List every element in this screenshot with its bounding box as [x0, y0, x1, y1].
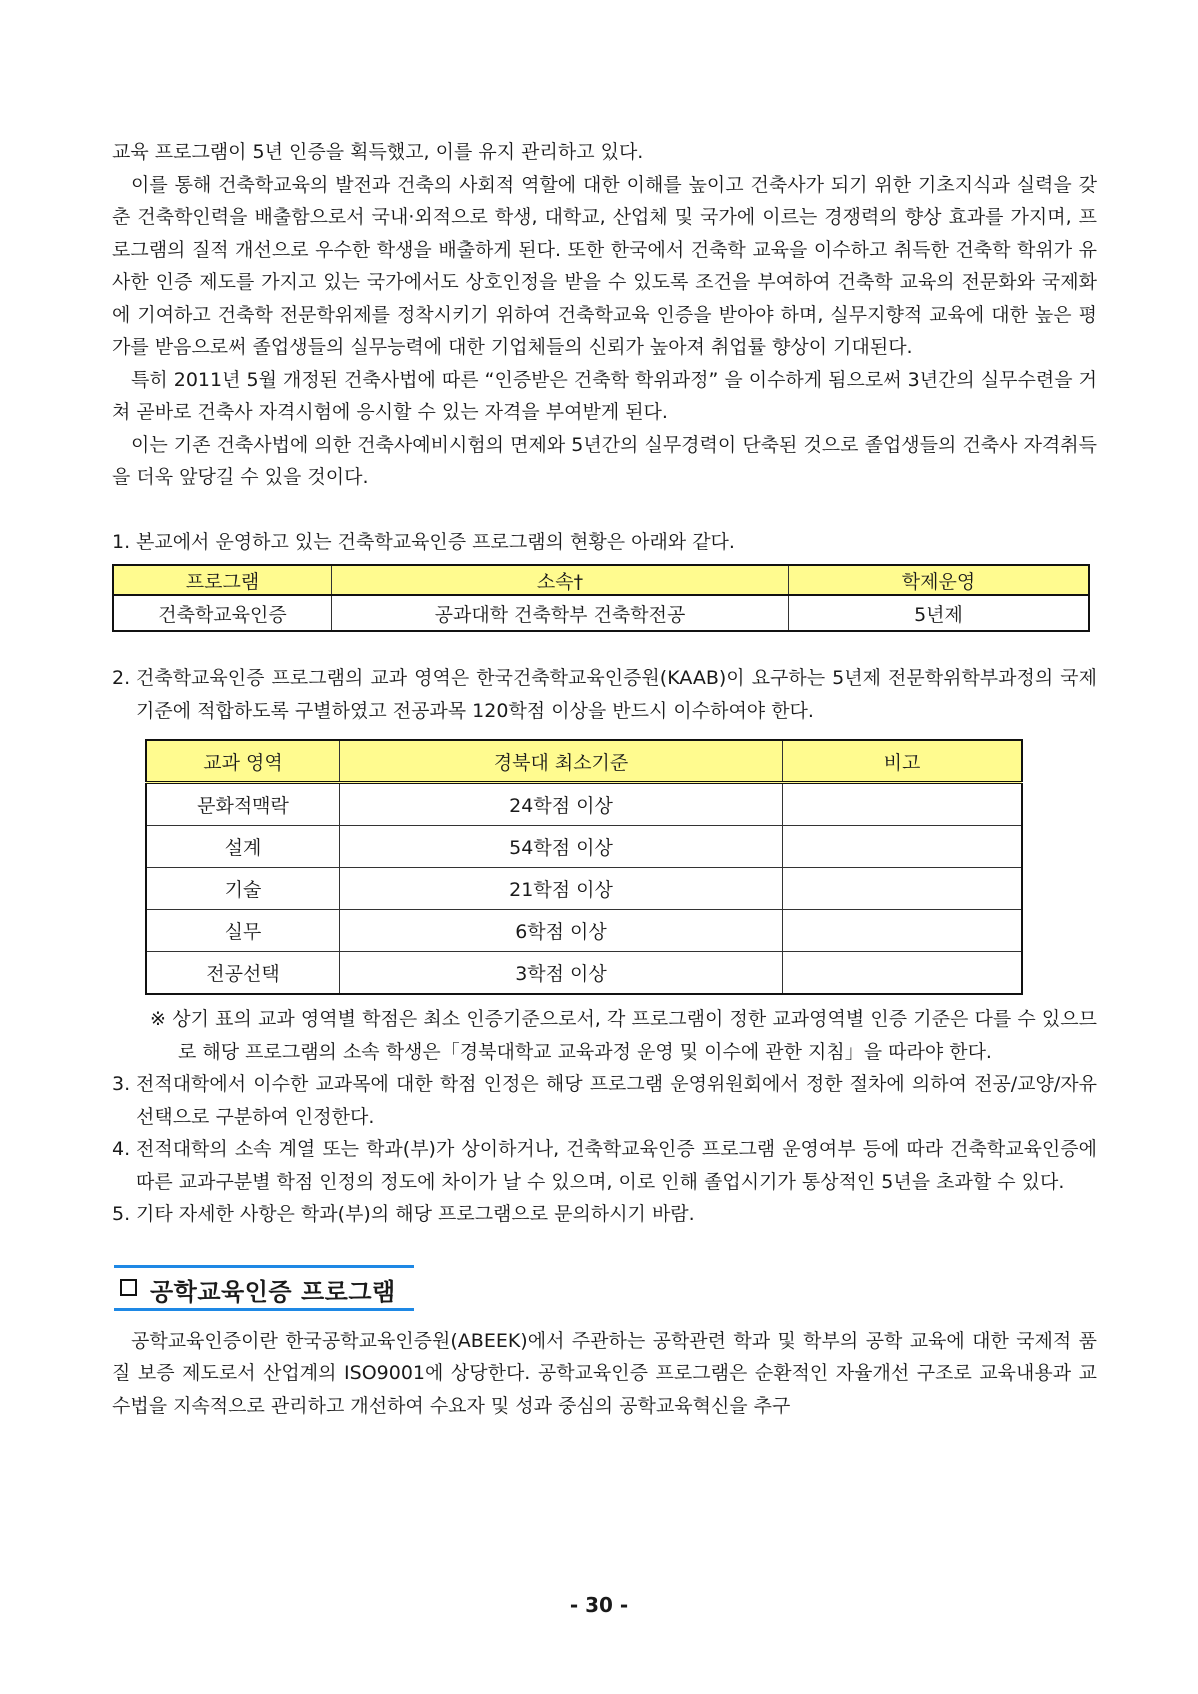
list-text: 기타 자세한 사항은 학과(부)의 해당 프로그램으로 문의하시기 바람.	[136, 1203, 695, 1225]
list-item-1	[112, 526, 1097, 559]
table-cell: 실무	[146, 910, 340, 952]
paragraph: 특히 2011년 5월 개정된 건축사법에 따른 “인증받은 건축학 학위과정” 을 이수하게 됨으로써 3년간의 실무수련을 거쳐 곧바로 건축사 자격시험에 응시할 수 있는 자격을 부여받게 된다.	[112, 368, 1097, 423]
table-header-cell: 프로그램	[113, 565, 332, 595]
list-number: 5.	[112, 1203, 131, 1225]
table-cell: 건축학교육인증	[113, 595, 332, 631]
table-row	[146, 868, 1022, 910]
table-row	[146, 952, 1022, 995]
list-number: 1.	[112, 530, 131, 553]
credit-table	[145, 739, 1023, 995]
table-header-row	[113, 565, 1089, 595]
table-row	[146, 826, 1022, 868]
list-text: 본교에서 운영하고 있는 건축학교육인증 프로그램의 현황은 아래와 같다.	[136, 530, 735, 553]
table-header-cell: 경북대 최소기준	[340, 740, 783, 783]
spacer	[112, 632, 1097, 662]
table-cell	[783, 826, 1023, 868]
list-item-5	[112, 1198, 1097, 1231]
table-cell: 5년제	[789, 595, 1090, 631]
paragraph: 공학교육인증이란 한국공학교육인증원(ABEEK)에서 주관하는 공학관련 학과 및 학부의 공학 교육에 대한 국제적 품질 보증 제도로서 산업계의 ISO9001에 상당한다. 공학교육인증 프로그램은 순환적인 자율개선 구조로 교육내용과 교수법을 지속적으로 관리하고 개선하여 수요자 및 성과 중심의 공학교육혁신을 추구	[112, 1329, 1097, 1417]
table-cell: 21학점 이상	[340, 868, 783, 910]
table-cell: 공과대학 건축학부 건축학전공	[332, 595, 789, 631]
list-text: 전적대학의 소속 계열 또는 학과(부)가 상이하거나, 건축학교육인증 프로그램 운영여부 등에 따라 건축학교육인증에 따른 교과구분별 학점 인정의 정도에 차이가 날 수 있으며, 이로 인해 졸업시기가 통상적인 5년을 초과할 수 있다.	[136, 1138, 1097, 1193]
table-cell: 24학점 이상	[340, 783, 783, 826]
page-number: - 30 -	[569, 1593, 629, 1617]
list-number: 3.	[112, 1073, 131, 1095]
table-cell: 6학점 이상	[340, 910, 783, 952]
heading-rule	[114, 1265, 414, 1268]
table-cell	[783, 783, 1023, 826]
list-item-4	[112, 1133, 1097, 1198]
paragraph: 이를 통해 건축학교육의 발전과 건축의 사회적 역할에 대한 이해를 높이고 건축사가 되기 위한 기초지식과 실력을 갖춘 건축학인력을 배출함으로서 국내·외적으로 학생, 대학교, 산업체 및 국가에 이르는 경쟁력의 향상 효과를 가지며, 프로그램의 질적 개선으로 우수한 학생을 배출하게 된다. 또한 한국에서 건축학 교육을 이수하고 취득한 건축학 학위가 유사한 인증 제도를 가지고 있는 국가에서도 상호인정을 받을 수 있도록 조건을 부여하여 건축학 교육의 전문화와 국제화에 기여하고 건축학 전문학위제를 정착시키기 위하여 건축학교육 인증을 받아야 하며, 실무지향적 교육에 대한 높은 평가를 받음으로써 졸업생들의 실무능력에 대한 기업체들의 신뢰가 높아져 취업률 향상이 기대된다.	[112, 173, 1097, 358]
paragraph: 이는 기존 건축사법에 의한 건축사예비시험의 면제와 5년간의 실무경력이 단축된 것으로 졸업생들의 건축사 자격취득을 더욱 앞당길 수 있을 것이다.	[112, 433, 1097, 488]
paragraph: 교육 프로그램이 5년 인증을 획득했고, 이를 유지 관리하고 있다.	[112, 141, 644, 163]
table-cell: 문화적맥락	[146, 783, 340, 826]
table-header-cell: 학제운영	[789, 565, 1090, 595]
table-cell	[783, 910, 1023, 952]
table-cell: 54학점 이상	[340, 826, 783, 868]
table-row	[113, 595, 1089, 631]
checkbox-square-icon	[120, 1279, 137, 1296]
table-note: ※ 상기 표의 교과 영역별 학점은 최소 인증기준으로서, 각 프로그램이 정한 교과영역별 인증 기준은 다를 수 있으므로 해당 프로그램의 소속 학생은「경북대학교 교육과정 운영 및 이수에 관한 지침」을 따라야 한다.	[150, 1008, 1097, 1063]
list-item-3	[112, 1068, 1097, 1133]
program-table	[112, 564, 1090, 632]
section-title: 공학교육인증 프로그램	[150, 1277, 396, 1306]
spacer	[112, 494, 1097, 526]
list-item-2	[112, 662, 1097, 727]
table-cell: 설계	[146, 826, 340, 868]
page-content	[112, 136, 1097, 1422]
table-cell	[783, 952, 1023, 995]
table-cell: 3학점 이상	[340, 952, 783, 995]
table-row	[146, 910, 1022, 952]
table-header-row	[146, 740, 1022, 783]
table-header-cell: 비고	[783, 740, 1023, 783]
list-text: 건축학교육인증 프로그램의 교과 영역은 한국건축학교육인증원(KAAB)이 요구하는 5년제 전문학위학부과정의 국제기준에 적합하도록 구별하였고 전공과목 120학점 이상을 반드시 이수하여야 한다.	[136, 667, 1097, 722]
table-cell: 전공선택	[146, 952, 340, 995]
table-cell	[783, 868, 1023, 910]
section-heading	[112, 1265, 1097, 1311]
heading-rule	[114, 1308, 414, 1311]
table-header-cell: 교과 영역	[146, 740, 340, 783]
list-number: 4.	[112, 1138, 131, 1160]
table-header-cell: 소속†	[332, 565, 789, 595]
list-number: 2.	[112, 667, 131, 689]
list-text: 전적대학에서 이수한 교과목에 대한 학점 인정은 해당 프로그램 운영위원회에서 정한 절차에 의하여 전공/교양/자유선택으로 구분하여 인정한다.	[136, 1073, 1097, 1128]
table-cell: 기술	[146, 868, 340, 910]
table-row	[146, 783, 1022, 826]
